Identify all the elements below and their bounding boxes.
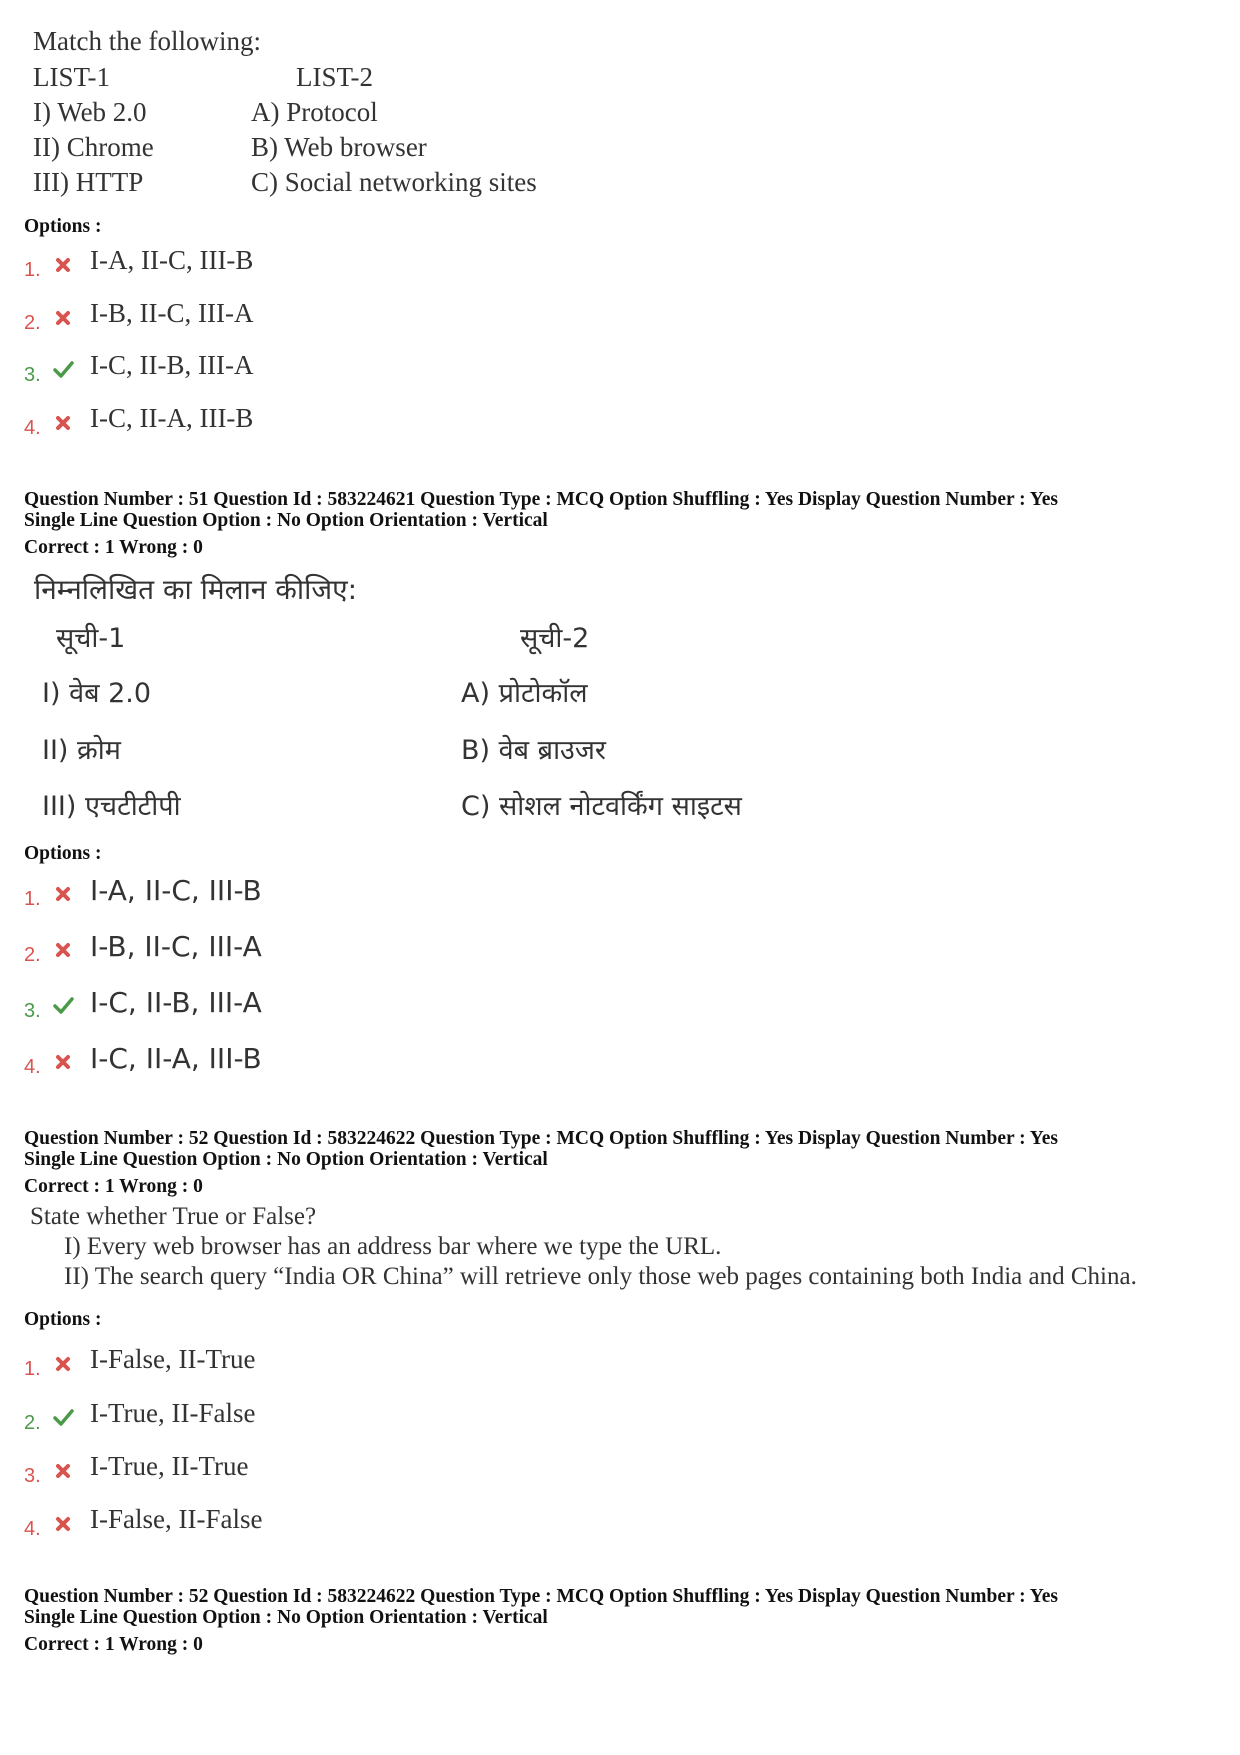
- option-number: 4.: [24, 417, 41, 439]
- option-text: I-C, II-A, III-B: [90, 403, 254, 433]
- list2-item: A) प्रोटोकॉल: [461, 678, 588, 709]
- option-text: I-False, II-False: [90, 1504, 263, 1534]
- option-number: 1.: [24, 888, 41, 910]
- correct-wrong-line: Correct : 1 Wrong : 0: [24, 1634, 203, 1655]
- option-text: I-B, II-C, III-A: [90, 930, 262, 963]
- option-number: 1.: [24, 259, 41, 281]
- cross-icon: [52, 882, 74, 904]
- question-meta: [24, 1586, 1224, 1655]
- cross-icon: [52, 1459, 74, 1481]
- list2-item: C) सोशल नोटवर्किंग साइटस: [461, 791, 742, 822]
- check-icon: [52, 994, 74, 1016]
- option-number: 1.: [24, 1358, 41, 1380]
- cross-icon: [52, 1352, 74, 1374]
- option-number: 3.: [24, 1000, 41, 1022]
- question-meta: [24, 489, 1224, 558]
- options-label: Options :: [24, 843, 102, 864]
- question-meta-line: Question Number : 51 Question Id : 583224621 Question Type : MCQ Option Shuffling : Yes Display Question Number : Yes: [24, 489, 1058, 510]
- correct-wrong-line: Correct : 1 Wrong : 0: [24, 537, 203, 558]
- options-label: Options :: [24, 1309, 102, 1330]
- question-title: निम्नलिखित का मिलान कीजिए:: [34, 573, 358, 606]
- option-text: I-C, II-B, III-A: [90, 350, 254, 380]
- question-meta-line: Single Line Question Option : No Option Orientation : Vertical: [24, 1149, 548, 1170]
- check-icon: [52, 358, 74, 380]
- option-number: 3.: [24, 1465, 41, 1487]
- option-number: 3.: [24, 364, 41, 386]
- statement: I) Every web browser has an address bar where we type the URL.: [64, 1233, 722, 1260]
- option-number: 2.: [24, 312, 41, 334]
- option-text: I-C, II-B, III-A: [90, 986, 262, 1019]
- option-text: I-True, II-False: [90, 1398, 256, 1428]
- option-number: 4.: [24, 1518, 41, 1540]
- option-number: 2.: [24, 1412, 41, 1434]
- cross-icon: [52, 938, 74, 960]
- list2-item: A) Protocol: [251, 97, 378, 127]
- question-meta-line: Single Line Question Option : No Option Orientation : Vertical: [24, 1607, 548, 1628]
- list1-item: II) क्रोम: [42, 735, 121, 766]
- question-meta-line: Question Number : 52 Question Id : 583224622 Question Type : MCQ Option Shuffling : Yes Display Question Number : Yes: [24, 1128, 1058, 1149]
- option-text: I-A, II-C, III-B: [90, 874, 262, 907]
- question-meta-line: Question Number : 52 Question Id : 583224622 Question Type : MCQ Option Shuffling : Yes Display Question Number : Yes: [24, 1586, 1058, 1607]
- list1-item: III) एचटीटीपी: [42, 791, 181, 822]
- list1-header: सूची-1: [56, 623, 126, 654]
- cross-icon: [52, 411, 74, 433]
- option-text: I-A, II-C, III-B: [90, 245, 254, 275]
- cross-icon: [52, 306, 74, 328]
- cross-icon: [52, 1050, 74, 1072]
- list2-header: LIST-2: [296, 62, 374, 92]
- list1-header: LIST-1: [33, 62, 111, 92]
- list2-header: सूची-2: [520, 623, 590, 654]
- option-number: 4.: [24, 1056, 41, 1078]
- option-text: I-True, II-True: [90, 1451, 249, 1481]
- list2-item: C) Social networking sites: [251, 167, 537, 197]
- option-text: I-False, II-True: [90, 1344, 256, 1374]
- option-number: 2.: [24, 944, 41, 966]
- option-text: I-B, II-C, III-A: [90, 298, 254, 328]
- correct-wrong-line: Correct : 1 Wrong : 0: [24, 1176, 203, 1197]
- question-title: State whether True or False?: [30, 1203, 317, 1230]
- list1-item: I) वेब 2.0: [42, 678, 152, 709]
- options-label: Options :: [24, 216, 102, 237]
- list2-item: B) Web browser: [251, 132, 427, 162]
- list1-item: I) Web 2.0: [33, 97, 147, 127]
- option-text: I-C, II-A, III-B: [90, 1042, 262, 1075]
- cross-icon: [52, 253, 74, 275]
- check-icon: [52, 1406, 74, 1428]
- list1-item: II) Chrome: [33, 132, 154, 162]
- cross-icon: [52, 1512, 74, 1534]
- question-meta: [24, 1128, 1224, 1197]
- list1-item: III) HTTP: [33, 167, 144, 197]
- question-title: Match the following:: [33, 26, 261, 56]
- question-meta-line: Single Line Question Option : No Option Orientation : Vertical: [24, 510, 548, 531]
- statement: II) The search query “India OR China” will retrieve only those web pages containing both India and China.: [64, 1263, 1137, 1290]
- list2-item: B) वेब ब्राउजर: [461, 735, 606, 766]
